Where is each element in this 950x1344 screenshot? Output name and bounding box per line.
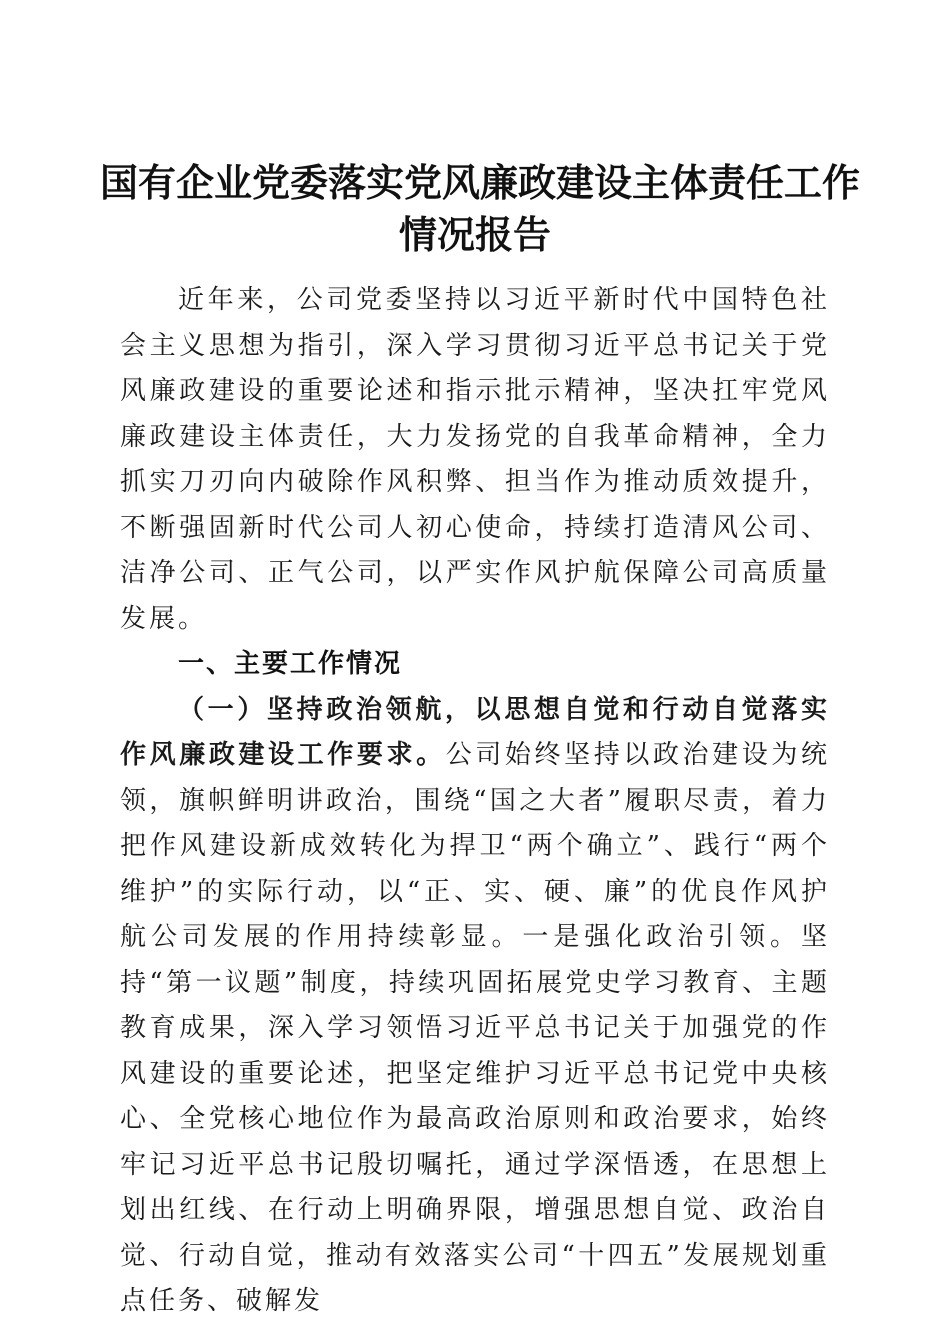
subsection-body: 公司始终坚持以政治建设为统领，旗帜鲜明讲政治，围绕“国之大者”履职尽责，着力把作风建设新成效转化为捍卫“两个确立”、践行“两个维护”的实际行动，以“正、实、硬、廉”的优良作风护航公司发展的作用持续彰显。一是强化政治引领。坚持“第一议题”制度，持续巩固拓展党史学习教育、主题教育成果，深入学习领悟习近平总书记关于加强党的作风建设的重要论述，把坚定维护习近平总书记党中央核心、全党核心地位作为最高政治原则和政治要求，始终牢记习近平总书记殷切嘱托，通过学深悟透，在思想上划出红线、在行动上明确界限，增强思想自觉、政治自觉、行动自觉，推动有效落实公司“十四五”发展规划重点任务、破解发 xyxy=(120,740,830,1316)
intro-paragraph: 近年来，公司党委坚持以习近平新时代中国特色社会主义思想为指引，深入学习贯彻习近平总书记关于党风廉政建设的重要论述和指示批示精神，坚决扛牢党风廉政建设主体责任，大力发扬党的自我革命精神，全力抓实刀刃向内破除作风积弊、担当作为推动质效提升，不断强固新时代公司人初心使命，持续打造清风公司、洁净公司、正气公司，以严实作风护航保障公司高质量发展。 xyxy=(120,285,830,634)
title-line-2: 情况报告 xyxy=(398,212,551,258)
subsection-paragraph xyxy=(120,688,830,1325)
title-line-1: 国有企业党委落实党风廉政建设主体责任工作 xyxy=(100,160,861,206)
document-title xyxy=(100,157,861,261)
section-heading: 一、主要工作情况 xyxy=(178,649,403,679)
document-body xyxy=(120,278,830,1325)
subsection-lead: （一）坚持政治领航，以思想自觉和行动自觉落实作风廉政建设工作要求。 xyxy=(120,694,830,770)
